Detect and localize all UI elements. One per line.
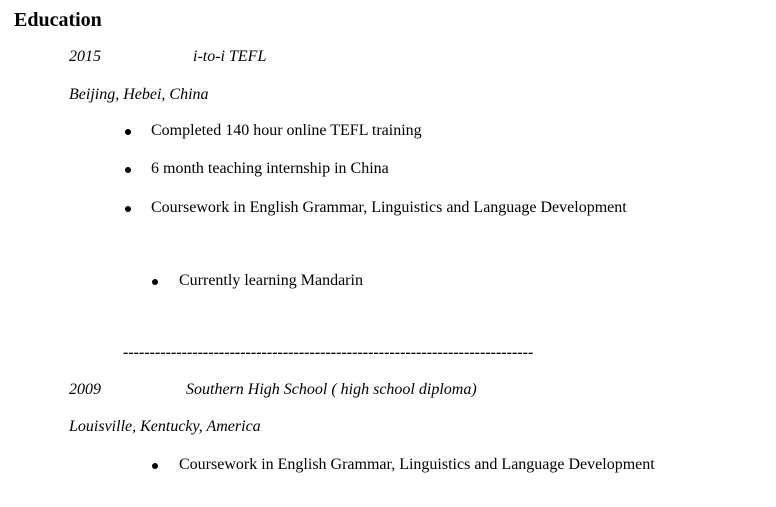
- entry-location: Louisville, Kentucky, America: [69, 418, 261, 435]
- list-item-text: 6 month teaching internship in China: [151, 160, 389, 177]
- bullet-icon: [152, 279, 158, 285]
- list-item-text: Coursework in English Grammar, Linguistics and Language Development: [151, 199, 627, 216]
- list-item-text: Currently learning Mandarin: [179, 272, 363, 289]
- bullet-icon: [125, 206, 131, 212]
- entry-institution: Southern High School ( high school diploma): [186, 381, 477, 398]
- entry-year: 2015: [69, 48, 101, 65]
- bullet-icon: [152, 463, 158, 469]
- section-separator: -----------------------------------------------------------------------------: [123, 344, 534, 361]
- entry-year: 2009: [69, 381, 101, 398]
- bullet-icon: [125, 167, 131, 173]
- section-heading-education: Education: [14, 9, 102, 31]
- bullet-icon: [125, 129, 131, 135]
- entry-location: Beijing, Hebei, China: [69, 86, 209, 103]
- list-item-text: Coursework in English Grammar, Linguistics and Language Development: [179, 456, 655, 473]
- list-item-text: Completed 140 hour online TEFL training: [151, 122, 422, 139]
- entry-institution: i-to-i TEFL: [193, 48, 267, 65]
